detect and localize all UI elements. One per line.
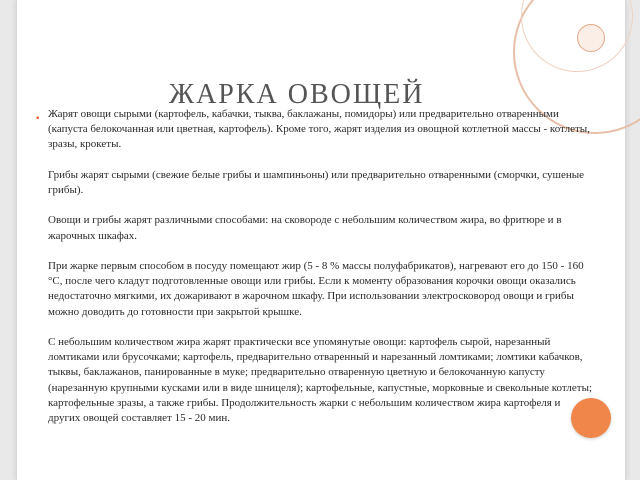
slide	[16, 0, 626, 480]
bullet-icon: ▪	[36, 113, 40, 124]
paragraph-3: Овощи и грибы жарят различными способами: на сковороде с небольшим количеством жира, во фритюре и в жарочных шкафах.	[48, 214, 562, 242]
paragraph-2: Грибы жарят сырыми (свежие белые грибы и шампиньоны) или предварительно отваренными (сморчки, сушеные грибы).	[48, 168, 584, 196]
slide-body	[48, 107, 593, 426]
paragraph-5: С небольшим количеством жира жарят практически все упомянутые овощи: картофель сырой, нарезанный ломтиками или брусочками; картофель, предварительно отваренный и нарезанный ломтиками; ломтики кабачков, тыквы, баклажанов, панированные в муке; предварительно отваренную цветную и белокочанную капусту (нарезанную крупными кусками или в виде шницеля); картофельные, капустные, морковные и свекольные котлеты; картофельные зразы, а также грибы. Продолжительность жарки с небольшим количеством жира картофеля и других овощей составляет 15 - 20 мин.	[48, 335, 593, 424]
paragraph-1: Жарят овощи сырыми (картофель, кабачки, тыква, баклажаны, помидоры) или предварительно отваренными (капуста белокочанная или цветная, картофель). Кроме того, жарят изделия из овощной котлетной массы - котлеты, зразы, крокеты.	[48, 108, 590, 151]
slide-title: ЖАРКА ОВОЩЕЙ	[169, 78, 425, 110]
decorative-circle-small	[577, 24, 605, 52]
paragraph-4: При жарке первым способом в посуду помещают жир (5 - 8 % массы полуфабрикатов), нагревают его до 150 - 160 °С, после чего кладут подготовленные овощи или грибы. Если к моменту образования корочки овощи оказались недостаточно мягкими, их дожаривают в жарочном шкафу. При использовании электросковород овощи и грибы можно доводить до готовности при закрытой крышке.	[48, 259, 584, 318]
